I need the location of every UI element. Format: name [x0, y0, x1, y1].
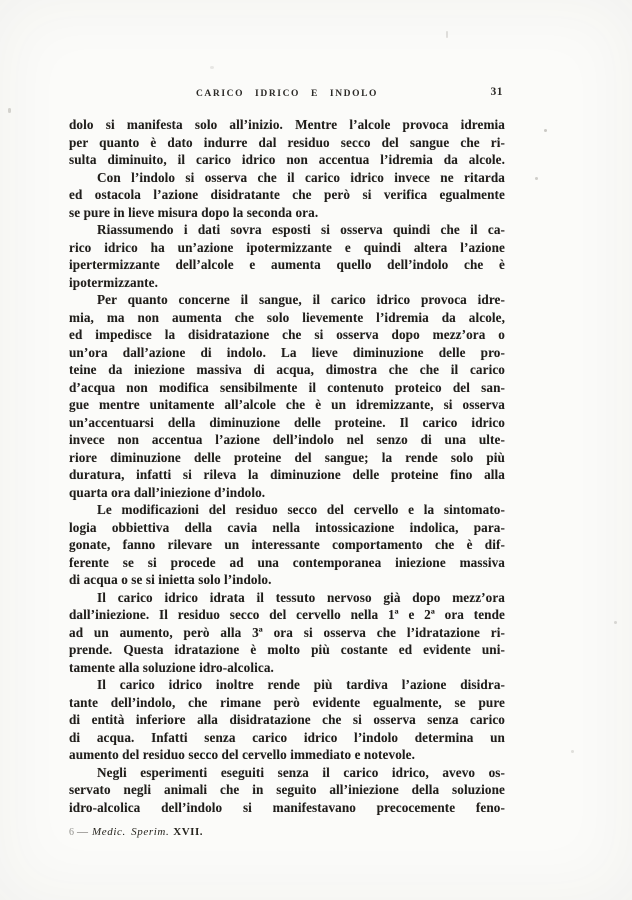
paragraph	[69, 221, 505, 291]
footer-dash: —	[77, 826, 88, 838]
text-line: tante dell’indolo, che rimane però evidente egualmente, se pure	[69, 694, 505, 710]
paragraph	[69, 501, 505, 589]
page-header	[69, 86, 505, 102]
scan-speckle	[571, 750, 574, 753]
text-line: per quanto è dato indurre dal residuo secco del sangue che ri-	[69, 134, 505, 150]
text-line: quarta ora dall’iniezione d’indolo.	[69, 484, 266, 500]
text-line: logia obbiettiva della cavia nella intossicazione indolica, para-	[69, 519, 505, 535]
page-footer	[69, 826, 203, 838]
paragraph	[69, 764, 505, 817]
text-line: rico idrico ha un’azione ipotermizzante e quindi altera l’azione	[69, 239, 505, 255]
text-line: un’accentuarsi della diminuzione delle proteine. Il carico idrico	[69, 414, 505, 430]
text-line: ferente se si procede ad una contemporanea iniezione massiva	[69, 554, 505, 570]
scan-speckle	[210, 66, 214, 69]
text-line: ipotermizzante.	[69, 274, 159, 290]
paragraph	[69, 169, 505, 222]
text-line: Il carico idrico inoltre rende più tardiva l’azione disidra-	[97, 677, 505, 692]
text-line: gonate, fanno rilevare un interessante comportamento che è dif-	[69, 537, 505, 552]
text-line: duratura, infatti si rileva la diminuzione delle proteine fino alla	[69, 467, 505, 482]
text-line: dolo si manifesta solo all’inizio. Mentre l’alcole provoca idremia	[69, 117, 505, 132]
text-line: mia, ma non aumenta che solo lievemente l’idremia da alcole,	[69, 309, 505, 325]
text-line: idro-alcolica dell’indolo si manifestavano precocemente feno-	[69, 799, 505, 815]
text-line: ed ostacola l’azione disidratante che però si verifica egualmente	[69, 187, 505, 202]
text-line: ad un aumento, però alla 3ª ora si osserva che l’idratazione ri-	[69, 624, 505, 640]
text-line: ed impedisce la disidratazione che si osserva dopo mezz’ora o	[69, 327, 505, 342]
text-line: Il carico idrico idrata il tessuto nervoso già dopo mezz’ora	[97, 589, 505, 605]
text-line: Negli esperimenti eseguiti senza il carico idrico, avevo os-	[97, 764, 505, 780]
journal-name: Medic. Sperim.	[92, 826, 170, 838]
text-line: prende. Questa idratazione è molto più costante ed evidente uni-	[69, 642, 505, 657]
text-line: d’acqua non modifica sensibilmente il contenuto proteico del san-	[69, 379, 505, 395]
text-line: riore diminuzione delle proteine del sangue; la rende solo più	[69, 449, 505, 465]
paragraph	[69, 291, 505, 501]
text-line: di entità inferiore alla disidratazione che si osserva senza carico	[69, 712, 505, 727]
text-line: gue mentre unitamente all’alcole che è un idremizzante, si osserva	[69, 397, 505, 412]
text-line: di acqua. Infatti senza carico idrico l’indolo determina un	[69, 729, 505, 745]
text-line: Con l’indolo si osserva che il carico idrico invece ne ritarda	[97, 169, 505, 185]
page-number: 31	[490, 86, 503, 98]
text-line: aumento del residuo secco del cervello immediato e notevole.	[69, 747, 415, 762]
scan-speckle	[8, 108, 11, 113]
text-line: teine da iniezione massiva di acqua, dimostra che che il carico	[69, 362, 505, 377]
text-line: Per quanto concerne il sangue, il carico idrico provoca idre-	[97, 292, 505, 307]
text-line: ipertermizzante dell’alcole e aumenta quello dell’indolo che è	[69, 257, 505, 272]
paragraph	[69, 116, 505, 169]
text-line: Riassumendo i dati sovra esposti si osserva quindi che il ca-	[97, 222, 505, 237]
running-title: CARICO IDRICO E INDOLO	[195, 89, 379, 99]
text-line: Le modificazioni del residuo secco del cervello e la sintomato-	[97, 502, 505, 517]
paragraph	[69, 676, 505, 764]
text-line: tamente alla soluzione idro-alcolica.	[69, 659, 274, 675]
volume-number: XVII.	[173, 826, 203, 838]
text-line: di acqua o se si inietta solo l’indolo.	[69, 572, 272, 587]
text-line: dall’iniezione. Il residuo secco del cervello nella 1ª e 2ª ora tende	[69, 607, 505, 622]
text-line: se pure in lieve misura dopo la seconda ora.	[69, 204, 319, 220]
scan-speckle	[544, 129, 547, 132]
text-line: invece non accentua l’azione dell’indolo nel senzo di una ulte-	[69, 432, 505, 447]
signature-mark: 6	[69, 827, 74, 838]
paragraph	[69, 589, 505, 677]
scan-speckle	[614, 621, 617, 624]
text-line: sulta diminuito, il carico idrico non accentua l’idremia da alcole.	[69, 152, 505, 167]
body-text	[69, 116, 505, 816]
text-line: servato negli animali che in seguito all’iniezione della soluzione	[69, 782, 505, 797]
scan-speckle	[535, 177, 538, 180]
text-line: un’ora dall’azione di indolo. La lieve diminuzione delle pro-	[69, 344, 505, 360]
scan-speckle	[446, 31, 448, 38]
